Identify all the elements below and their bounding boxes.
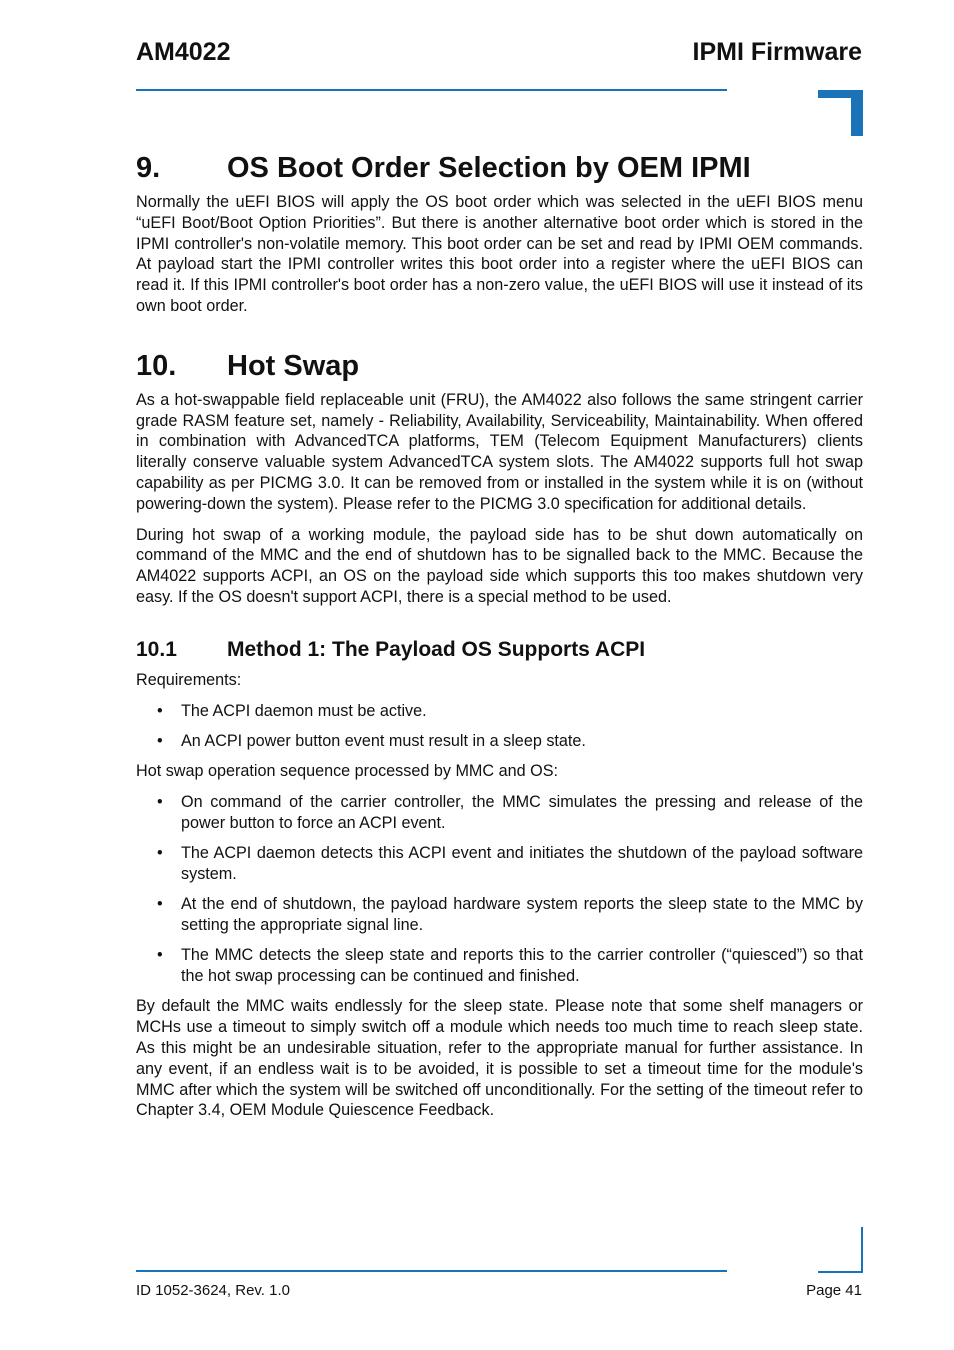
footer-document-id: ID 1052-3624, Rev. 1.0 [136,1282,290,1299]
sequence-label: Hot swap operation sequence processed by MMC and OS: [136,762,558,781]
page-content [136,148,863,1131]
section-9-number: 9. [136,152,161,184]
sequence-list [136,792,863,987]
list-item: • At the end of shutdown, the payload hardware system reports the sleep state to the MMC by setting the appropriate signal line. [136,894,863,936]
list-item: • The ACPI daemon detects this ACPI event and initiates the shutdown of the payload software system. [136,843,863,885]
requirements-list [136,701,863,752]
section-10-title: Hot Swap [227,349,360,382]
section-10-number: 10. [136,349,177,382]
list-item: • The MMC detects the sleep state and reports this to the carrier controller (“quiesced”) so that the hot swap processing can be continued and finished. [136,945,863,987]
section-10-1-title: Method 1: The Payload OS Supports ACPI [227,637,646,661]
section-10-paragraph-2: During hot swap of a working module, the payload side has to be shut down automatically on command of the MMC and the end of shutdown has to be signalled back to the MMC. Because the AM4022 supports ACPI, an OS on the payload side which supports this too makes shutdown very easy. If the OS doesn't support ACPI, there is a special method to be used. [136,525,863,606]
footer-rule [136,1270,727,1272]
list-item: • An ACPI power button event must result in a sleep state. [136,731,863,752]
section-10-1-number: 10.1 [136,637,177,661]
list-item: • The ACPI daemon must be active. [136,701,863,722]
header-product-title: AM4022 [136,38,231,66]
section-10-paragraph-1: As a hot-swappable field replaceable unit (FRU), the AM4022 also follows the same stringent carrier grade RASM feature set, namely - Reliability, Availability, Serviceability, Maintainability. When offered in combination with AdvancedTCA platforms, TEM (Telecom Equipment Manufacturers) clients literally conserve valuable system AdvancedTCA system slots. The AM4022 supports full hot swap capability as per PICMG 3.0. It can be removed from or installed in the system while it is on (without powering-down the system). Please refer to the PICMG 3.0 specification for additional details. [136,390,863,513]
header-chapter-title: IPMI Firmware [692,38,862,66]
header-rule [136,89,727,91]
requirements-label: Requirements: [136,670,242,689]
section-10-heading [136,346,863,390]
section-9-title: OS Boot Order Selection by OEM IPMI [227,152,751,184]
section-10-1-heading [136,634,863,670]
section-10-1-final-paragraph: By default the MMC waits endlessly for the sleep state. Please note that some shelf managers or MCHs use a timeout to simply switch off a module which needs too much time to reach sleep state. As this might be an undesirable situation, refer to the appropriate manual for further assistance. In any event, if an endless wait is to be avoided, it is possible to set a timeout time for the module's MMC after which the system will be switched off unconditionally. For the setting of the timeout refer to Chapter 3.4, OEM Module Quiescence Feedback. [136,997,863,1120]
footer-page-number: Page 41 [806,1282,862,1299]
section-9-heading [136,148,863,192]
list-item: • On command of the carrier controller, the MMC simulates the pressing and release of the power button to force an ACPI event. [136,792,863,834]
corner-mark-top [818,90,863,136]
section-9-paragraph: Normally the uEFI BIOS will apply the OS boot order which was selected in the uEFI BIOS menu “uEFI Boot/Boot Option Priorities”. But there is another alternative boot order which is stored in the IPMI controller's non-volatile memory. This boot order can be set and read by IPMI OEM commands. At payload start the IPMI controller writes this boot order into a register where the uEFI BIOS can read it. If this IPMI controller's boot order has a non-zero value, the uEFI BIOS will use it instead of its own boot order. [136,193,863,315]
corner-mark-bottom [818,1227,863,1273]
